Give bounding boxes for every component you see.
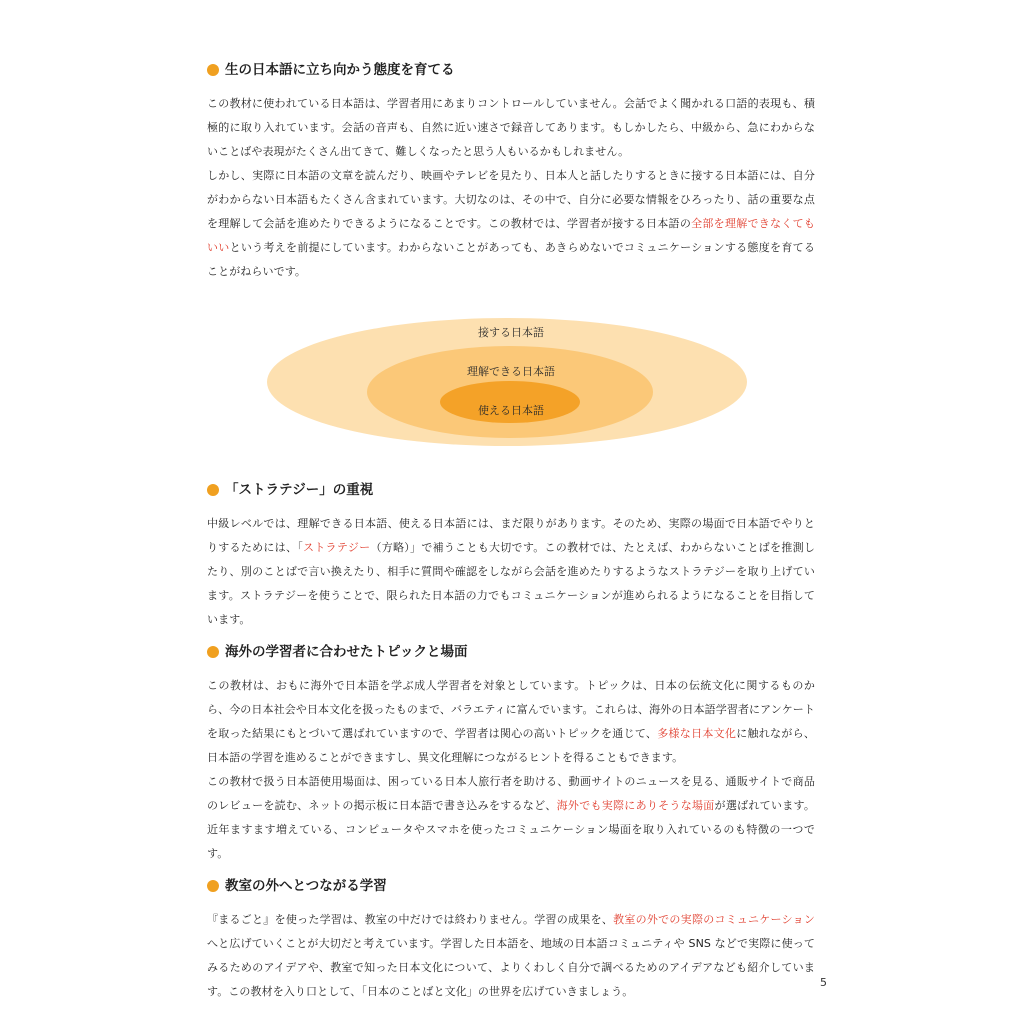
section-heading [207,480,815,500]
section-natural-japanese [207,60,815,284]
paragraph: この教材に使われている日本語は、学習者用にあまりコントロールしていません。会話でよく聞かれる口語的表現も、積極的に取り入れています。会話の音声も、自然に近い速さで録音してあります。もしかしたら、中級から、急にわからないことばや表現がたくさん出てきて、難しくなったと思う人もいるかもしれません。 [207,97,815,158]
highlighted-text: 多様な日本文化 [657,727,737,740]
section-beyond-classroom [207,876,815,1004]
section-heading [207,60,815,80]
section-heading-text: 「ストラテジー」の重視 [225,482,374,498]
paragraph [207,512,815,632]
paragraph-text: へと広げていくことが大切だと考えています。学習した日本語を、地域の日本語コミュニティや SNS などで実際に使ってみるためのアイデアや、教室で知った日本文化について、よりくわしく自分で調べるためのアイデアなども紹介しています。この教材を入り口として、「日本のことばと文化」の世界を広げていきましょう。 [207,937,815,998]
paragraph [207,770,815,866]
section-heading [207,876,815,896]
middle-ellipse-label: 理解できる日本語 [467,365,555,378]
section-heading [207,642,815,662]
concentric-ellipse-diagram [207,292,815,462]
section-strategy [207,480,815,632]
outer-ellipse-label: 接する日本語 [478,326,544,339]
paragraph-text: という考えを前提にしています。わからないことがあっても、あきらめないでコミュニケーションする態度を育てることがねらいです。 [207,241,816,278]
section-heading-text: 海外の学習者に合わせたトピックと場面 [225,644,468,660]
page-content [207,60,815,1004]
paragraph-text: が選ばれています。近年ますます増えている、コンピュータやスマホを使ったコミュニケーション場面を取り入れているのも特徴の一つです。 [207,799,815,860]
section-topics-scenes [207,642,815,866]
paragraph [207,674,815,770]
paragraph-text: この教材で扱う日本語使用場面は、困っている日本人旅行者を助ける、動画サイトのニュースを見る、通販サイトで商品のレビューを読む、ネットの掲示板に日本語で書き込みをするなど、 [207,775,815,812]
orange-bullet-icon [207,646,219,658]
highlighted-text: 全部を理解できなくてもいい [207,217,815,254]
paragraph-text: 中級レベルでは、理解できる日本語、使える日本語には、まだ限りがあります。そのため、実際の場面で日本語でやりとりするためには、「 [207,517,815,554]
inner-ellipse-label: 使える日本語 [478,404,544,417]
paragraph-text: この教材は、おもに海外で日本語を学ぶ成人学習者を対象としています。トピックは、日本の伝統文化に関するものから、今の日本社会や日本文化を扱ったものまで、バラエティに富んでいます。これらは、海外の日本語学習者にアンケートを取った結果にもとづいて選ばれていますので、学習者は関心の高いトピックを通じて、 [207,679,815,740]
section-heading-text: 教室の外へとつながる学習 [225,878,387,894]
paragraph-text: しかし、実際に日本語の文章を読んだり、映画やテレビを見たり、日本人と話したりするときに接する日本語には、自分がわからない日本語もたくさん含まれています。大切なのは、その中で、自分に必要な情報をひろったり、話の重要な点を理解して会話を進めたりできるようになることです。この教材では、学習者が接する日本語の [207,169,815,230]
paragraph-text: に触れながら、日本語の学習を進めることができますし、異文化理解につながるヒントを得ることもできます。 [207,727,815,764]
orange-bullet-icon [207,484,219,496]
orange-bullet-icon [207,64,219,76]
orange-bullet-icon [207,880,219,892]
paragraph [207,908,815,1004]
paragraph [207,164,815,284]
paragraph-text: （方略）」で補うことも大切です。この教材では、たとえば、わからないことばを推測したり、別のことばで言い換えたり、相手に質問や確認をしながら会話を進めたりするようなストラテジーを取り上げています。ストラテジーを使うことで、限られた日本語の力でもコミュニケーションが進められるようになることを目指しています。 [207,541,815,626]
paragraph-text: 『まるごと』を使った学習は、教室の中だけでは終わりません。学習の成果を、 [207,913,614,926]
highlighted-text: 教室の外での実際のコミュニケーション [613,913,816,926]
highlighted-text: ストラテジー [303,541,371,554]
page-number: 5 [820,976,827,989]
section-heading-text: 生の日本語に立ち向かう態度を育てる [225,62,455,78]
highlighted-text: 海外でも実際にありそうな場面 [556,799,715,812]
